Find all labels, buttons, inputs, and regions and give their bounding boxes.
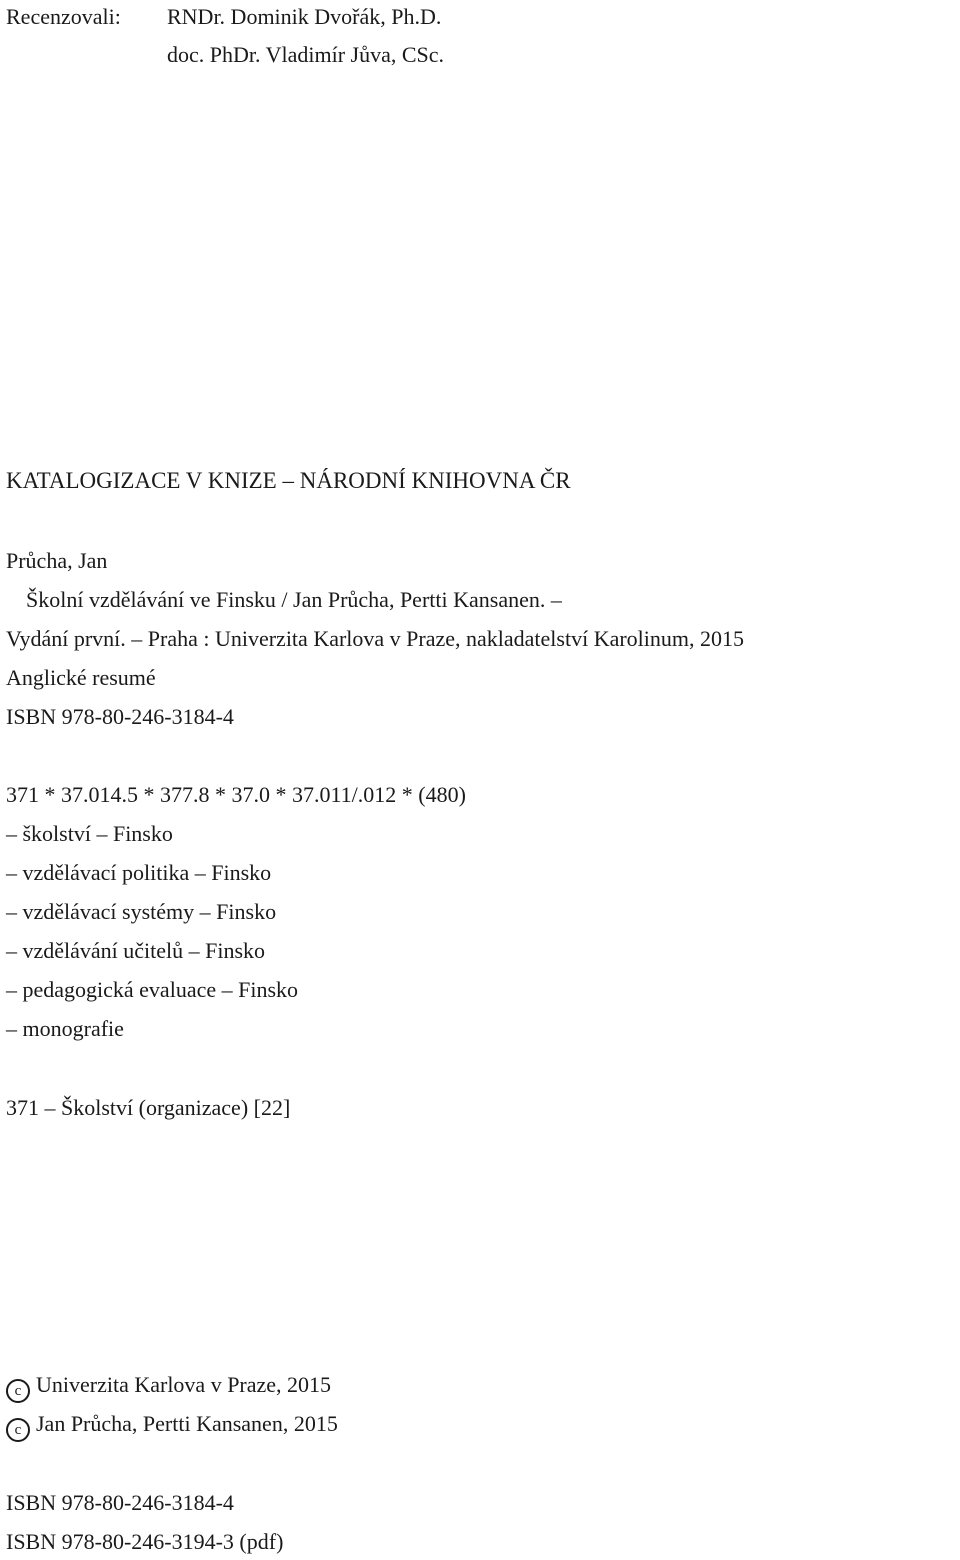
catalog-title-line: Školní vzdělávání ve Finsku / Jan Průcha, Pertti Kansanen. – [26, 587, 562, 612]
subject-entry: – vzdělávací systémy – Finsko [6, 899, 277, 924]
catalog-isbn: ISBN 978-80-246-3184-4 [6, 704, 234, 729]
catalog-author: Průcha, Jan [6, 548, 108, 573]
catalog-heading: KATALOGIZACE V KNIZE – NÁRODNÍ KNIHOVNA ČR [6, 468, 571, 493]
copyright-icon: c [6, 1379, 30, 1403]
copyright-icon: c [6, 1418, 30, 1442]
copyright-line [6, 1372, 331, 1403]
subject-entry: – školství – Finsko [6, 821, 173, 846]
isbn-print: ISBN 978-80-246-3184-4 [6, 1490, 234, 1515]
copyright-line [6, 1411, 338, 1442]
reviewers-label: Recenzovali: [6, 4, 121, 29]
catalog-resume: Anglické resumé [6, 665, 156, 690]
subject-entry: – vzdělávací politika – Finsko [6, 860, 272, 885]
reviewer-name: RNDr. Dominik Dvořák, Ph.D. [167, 4, 442, 29]
subject-entry: – monografie [6, 1016, 124, 1041]
copyright-holder: Univerzita Karlova v Praze, 2015 [36, 1372, 332, 1397]
catalog-classification: 371 – Školství (organizace) [22] [6, 1095, 291, 1120]
subject-entry: – vzdělávání učitelů – Finsko [6, 938, 266, 963]
catalog-udc: 371 * 37.014.5 * 377.8 * 37.0 * 37.011/.012 * (480) [6, 782, 466, 807]
copyright-holder: Jan Průcha, Pertti Kansanen, 2015 [36, 1411, 338, 1436]
catalog-edition-line: Vydání první. – Praha : Univerzita Karlova v Praze, nakladatelství Karolinum, 2015 [6, 626, 745, 651]
reviewer-name: doc. PhDr. Vladimír Jůva, CSc. [167, 42, 445, 67]
isbn-pdf: ISBN 978-80-246-3194-3 (pdf) [6, 1529, 284, 1554]
subject-entry: – pedagogická evaluace – Finsko [6, 977, 299, 1002]
